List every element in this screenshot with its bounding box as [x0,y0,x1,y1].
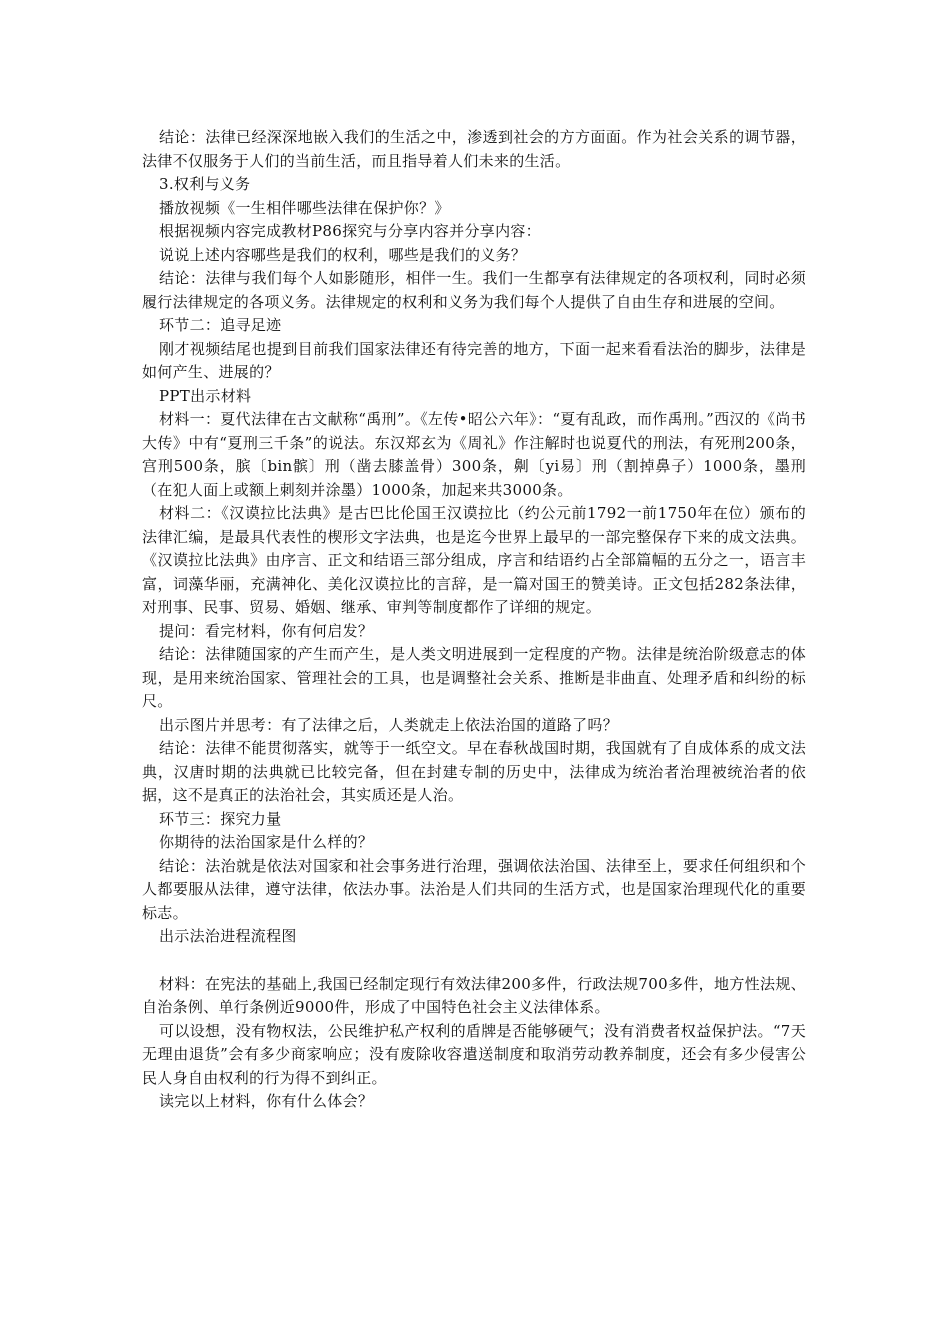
heading-rights-and-duties: 3.权利与义务 [159,175,251,193]
paragraph-question-rights-duties: 说说上述内容哪些是我们的权利，哪些是我们的义务？ [159,245,527,264]
paragraph-ppt-material: PPT出示材料 [159,386,252,405]
heading-section-three: 环节三：探究力量 [159,809,282,828]
paragraph-conclusion-law-origin: 结论：法律随国家的产生而产生，是人类文明进展到一定程度的产物。法律是统治阶级意志的体现，是用来统治国家、管理社会的工具，也是调整社会关系、推断是非曲直、处理矛盾和纠纷的标尺。 [142,645,806,710]
paragraph-textbook-task: 根据视频内容完成教材P86探究与分享内容并分享内容： [159,222,541,240]
paragraph-conclusion-rights-duties: 结论：法律与我们每个人如影随形，相伴一生。我们一生都享有法律规定的各项权利，同时必须履行法律规定的各项义务。法律规定的权利和义务为我们每个人提供了自由生存和进展的空间。 [142,269,806,311]
paragraph-conclusion-rule-of-man: 结论：法律不能贯彻落实，就等于一纸空文。早在春秋战国时期，我国就有了自成体系的成文法典，汉唐时期的法典就已比较完备，但在封建专制的历史中，法律成为统治者治理被统治者的依据，这不是真正的法治社会，其实质还是人治。 [142,739,806,804]
document-body [142,126,806,1114]
paragraph-conclusion-law-in-life: 结论：法律已经深深地嵌入我们的生活之中，渗透到社会的方方面面。作为社会关系的调节器，法律不仅服务于人们的当前生活，而且指导着人们未来的生活。 [142,128,806,170]
paragraph-material-legal-system: 材料：在宪法的基础上,我国已经制定现行有效法律200多件，行政法规700多件，地方性法规、自治条例、单行条例近9000件，形成了中国特色社会主义法律体系。 [142,974,806,1016]
paragraph-material-one: 材料一：夏代法律在古文献称“禹刑”。《左传•昭公六年》：“夏有乱政，而作禹刑。”西汉的《尚书大传》中有“夏刑三千条”的说法。东汉郑玄为《周礼》作注解时也说夏代的刑法，有死刑200条，宫刑500条，膑〔bin髌〕刑（凿去膝盖骨）300条，劓〔yi易〕刑（割掉鼻子）1000条，墨刑（在犯人面上或额上刺刻并涂墨）1000条，加起来共3000条。 [142,410,806,499]
paragraph-material-two: 材料二：《汉谟拉比法典》是古巴比伦国王汉谟拉比（约公元前1792一前1750年在位）颁布的法律汇编，是最具代表性的楔形文字法典，也是迄今世界上最早的一部完整保存下来的成文法典。《汉谟拉比法典》由序言、正文和结语三部分组成，序言和结语约占全部篇幅的五分之一，语言丰富，词藻华丽，充满神化、美化汉谟拉比的言辞，是一篇对国王的赞美诗。正文包括282条法律，对刑事、民事、贸易、婚姻、继承、审判等制度都作了详细的规定。 [142,504,806,616]
paragraph-conclusion-rule-of-law: 结论：法治就是依法对国家和社会事务进行治理，强调依法治国、法律至上，要求任何组织和个人都要服从法律，遵守法律，依法办事。法治是人们共同的生活方式，也是国家治理现代化的重要标志。 [142,856,806,922]
paragraph-question-reflection: 读完以上材料，你有什么体会？ [159,1092,374,1110]
paragraph-question-ideal-country: 你期待的法治国家是什么样的？ [159,833,374,851]
paragraph-question-inspiration: 提问：看完材料，你有何启发？ [159,621,374,640]
paragraph-play-video: 播放视频《一生相伴哪些法律在保护你？》 [159,198,450,217]
heading-section-two: 环节二：追寻足迹 [159,316,282,334]
paragraph-show-flowchart: 出示法治进程流程图 [159,927,297,945]
paragraph-intro-law-history: 刚才视频结尾也提到目前我们国家法律还有待完善的地方，下面一起来看看法治的脚步，法律是如何产生、进展的？ [142,339,806,381]
paragraph-show-picture: 出示图片并思考：有了法律之后，人类就走上依法治国的道路了吗？ [159,715,619,734]
paragraph-imagine: 可以设想，没有物权法，公民维护私产权利的盾牌是否能够硬气；没有消费者权益保护法。“7天无理由退货”会有多少商家响应；没有废除收容遣送制度和取消劳动教养制度，还会有多少侵害公民人身自由权利的行为得不到纠正。 [142,1021,806,1087]
